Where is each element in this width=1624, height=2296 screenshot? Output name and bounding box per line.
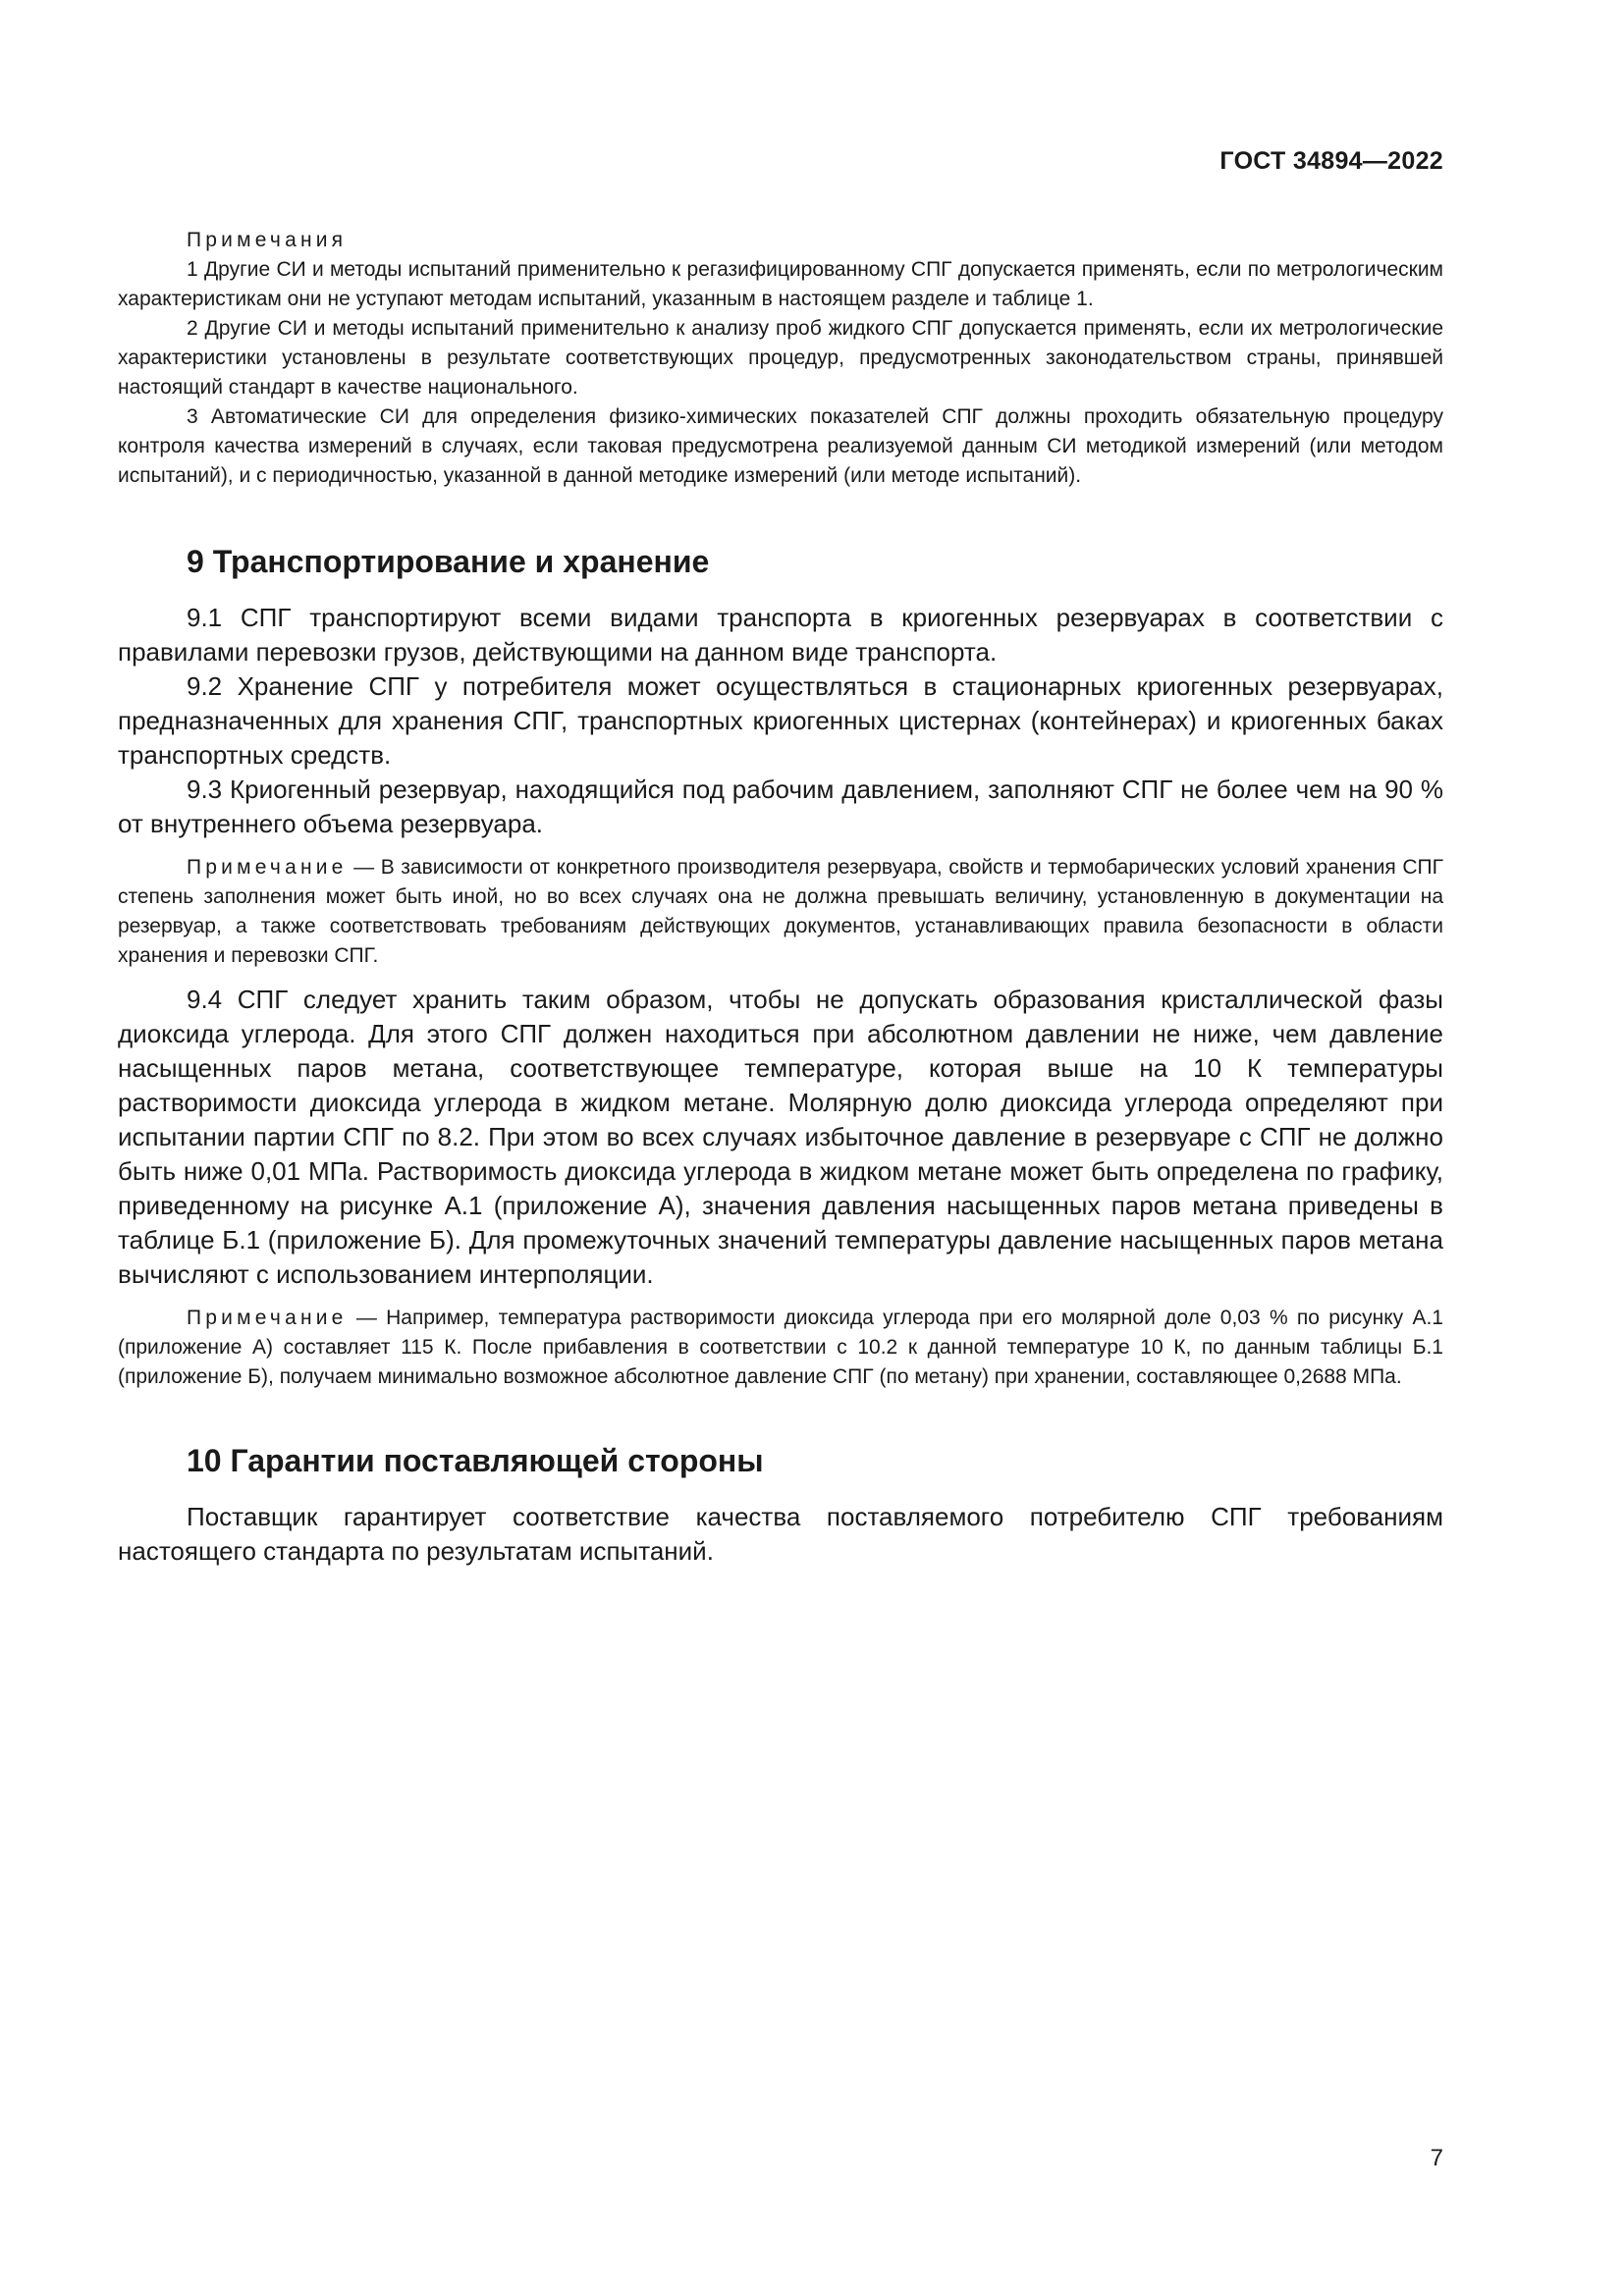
document-code-header: ГОСТ 34894—2022 xyxy=(1219,147,1443,175)
section-10-heading: 10 Гарантии поставляющей стороны xyxy=(187,1443,764,1478)
paragraph-10: Поставщик гарантирует соответствие качества поставляемого потребителю СПГ требованиям настоящего стандарта по результатам испытаний. xyxy=(118,1502,1443,1566)
note-item: 2 Другие СИ и методы испытаний применительно к анализу проб жидкого СПГ допускается применять, если их метрологические характеристики установлены в результате соответствующих процедур, предусмотренных законодательством страны, принявшей настоящий стандарт в качестве национального. xyxy=(118,317,1443,399)
note-text: — В зависимости от конкретного производителя резервуара, свойств и термобарических условий хранения СПГ степень заполнения может быть иной, но во всех случаях она не должна превышать величину, установленную в документации на резервуар, а также соответствовать требованиям действующих документов, устанавливающих правила безопасности в области хранения и перевозки СПГ. xyxy=(118,856,1443,967)
note-label: Примечание xyxy=(187,856,348,879)
paragraph-9-1: 9.1 СПГ транспортируют всеми видами транспорта в криогенных резервуарах в соответствии с правилами перевозки грузов, действующими на данном виде транспорта. xyxy=(118,603,1443,667)
note-9-3 xyxy=(118,853,1443,971)
page-body xyxy=(118,226,1443,1569)
paragraph-9-2: 9.2 Хранение СПГ у потребителя может осуществляться в стационарных криогенных резервуарах, предназначенных для хранения СПГ, транспортных криогенных цистернах (контейнерах) и криогенных баках транспортных средств. xyxy=(118,671,1443,770)
notes-title: Примечания xyxy=(187,229,348,251)
note-item: 3 Автоматические СИ для определения физико-химических показателей СПГ должны проходить обязательную процедуру контроля качества измерений в случаях, если таковая предусмотрена реализуемой данным СИ методикой измерений (или методом испытаний), и с периодичностью, указанной в данной методике измерений (или методе испытаний). xyxy=(118,405,1443,487)
paragraph-9-3: 9.3 Криогенный резервуар, находящийся под рабочим давлением, заполняют СПГ не более чем на 90 % от внутреннего объема резервуара. xyxy=(118,774,1443,838)
paragraph-9-4: 9.4 СПГ следует хранить таким образом, чтобы не допускать образования кристаллической фазы диоксида углерода. Для этого СПГ должен находиться при абсолютном давлении не ниже, чем давление насыщенных паров метана, соответствующее температуре, которая выше на 10 К температуры растворимости диоксида углерода в жидком метане. Молярную долю диоксида углерода определяют при испытании партии СПГ по 8.2. При этом во всех случаях избыточное давление в резервуаре с СПГ не должно быть ниже 0,01 МПа. Растворимость диоксида углерода в жидком метане может быть определена по графику, приведенному на рисунке А.1 (приложение А), значения давления насыщенных паров метана приведены в таблице Б.1 (приложение Б). Для промежуточных значений температуры давление насыщенных паров метана вычисляют с использованием интерполяции. xyxy=(118,985,1443,1289)
page-number: 7 xyxy=(1430,2145,1443,2171)
note-text: — Например, температура растворимости диоксида углерода при его молярной доле 0,03 % по рисунку А.1 (приложение А) составляет 115 К. После прибавления в соответствии с 10.2 к данной температуре 10 К, по данным таблицы Б.1 (приложение Б), получаем минимально возможное абсолютное давление СПГ (по метану) при хранении, составляющее 0,2688 МПа. xyxy=(118,1307,1443,1388)
note-9-4 xyxy=(118,1304,1443,1392)
section-9-heading: 9 Транспортирование и хранение xyxy=(187,544,710,579)
note-item: 1 Другие СИ и методы испытаний применительно к регазифицированному СПГ допускается применять, если по метрологическим характеристикам они не уступают методам испытаний, указанным в настоящем разделе и таблице 1. xyxy=(118,258,1443,310)
note-label: Примечание xyxy=(187,1307,348,1329)
